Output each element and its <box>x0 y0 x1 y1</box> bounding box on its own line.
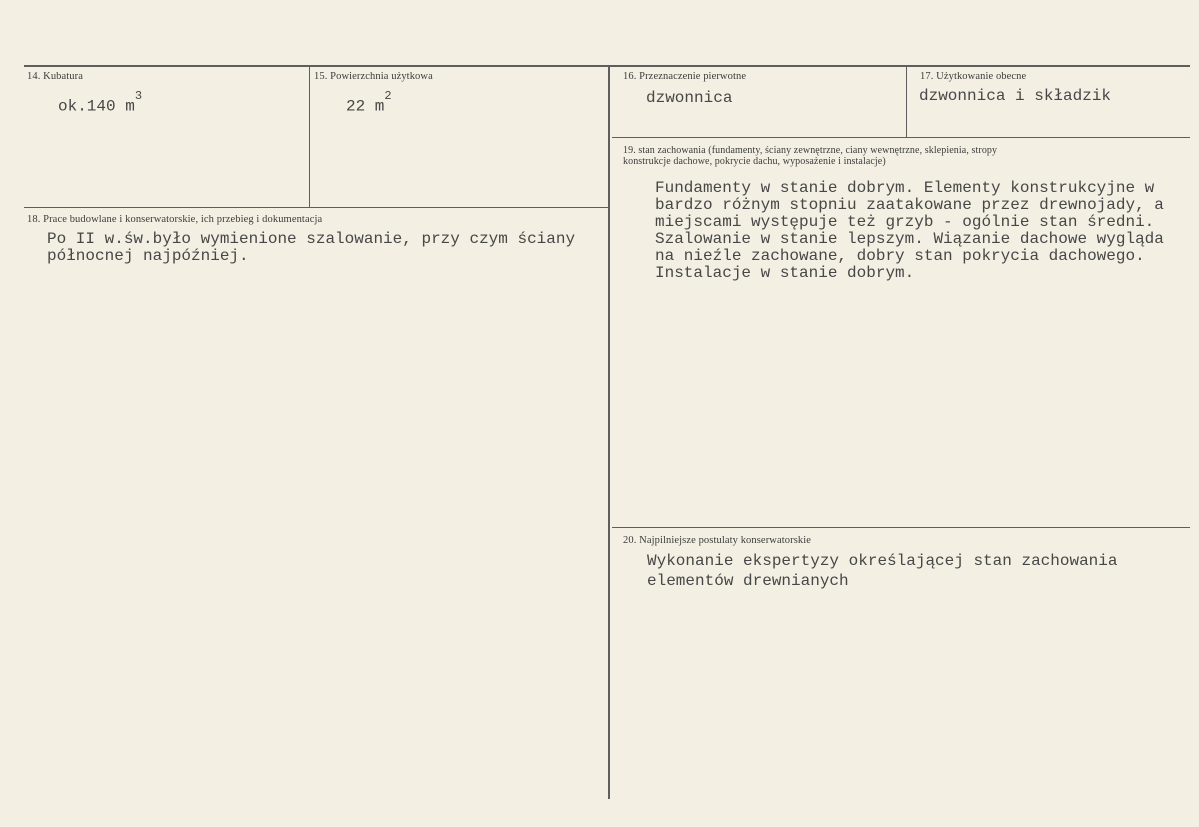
center-divider <box>608 66 610 799</box>
field-17-label: 17. Użytkowanie obecne <box>920 71 1027 82</box>
field-19-value: Fundamenty w stanie dobrym. Elementy konstrukcyjne w bardzo różnym stopniu zaatakowane przez drewnojady, a miejscami występuje też grzyb - ogólnie stan średni. Szalowanie w stanie lepszym. Wiązanie dachowe wygląda na nieźle zachowane, dobry stan pokrycia dachowego. Instalacje w stanie dobrym. <box>655 179 1164 282</box>
field-14-value <box>58 89 143 116</box>
field-14-label: 14. Kubatura <box>27 71 84 82</box>
field-20-value: Wykonanie ekspertyzy określającej stan zachowania elementów drewnianych <box>647 552 1118 590</box>
field-16-label: 16. Przeznaczenie pierwotne <box>623 71 747 82</box>
cubature-unit-superscript: 3 <box>134 89 143 103</box>
field-15-value <box>346 89 392 116</box>
divider-16-17 <box>906 66 907 138</box>
field-18-label: 18. Prace budowlane i konserwatorskie, ich przebieg i dokumentacja <box>27 214 323 225</box>
cubature-value: ok.140 m <box>58 97 135 116</box>
divider-14-15 <box>309 66 310 208</box>
section-line-20 <box>612 527 1190 528</box>
field-17-value: dzwonnica i składzik <box>919 87 1112 105</box>
area-unit-superscript: 2 <box>384 89 392 103</box>
field-18-value: Po II w.św.było wymienione szalowanie, przy czym ściany północnej najpóźniej. <box>47 230 576 265</box>
section-line-18 <box>24 207 610 208</box>
field-15-label: 15. Powierzchnia użytkowa <box>314 71 433 82</box>
area-value: 22 m <box>346 97 385 116</box>
section-line-19 <box>612 137 1190 138</box>
field-16-value: dzwonnica <box>646 89 733 107</box>
top-border-line <box>24 65 1190 67</box>
field-19-label: 19. stan zachowania (fundamenty, ściany zewnętrzne, ciany wewnętrzne, sklepienia, stropy konstrukcje dachowe, pokrycie dachu, wyposażenie i instalacje) <box>623 145 998 167</box>
field-20-label: 20. Najpilniejsze postulaty konserwatorskie <box>623 535 812 546</box>
